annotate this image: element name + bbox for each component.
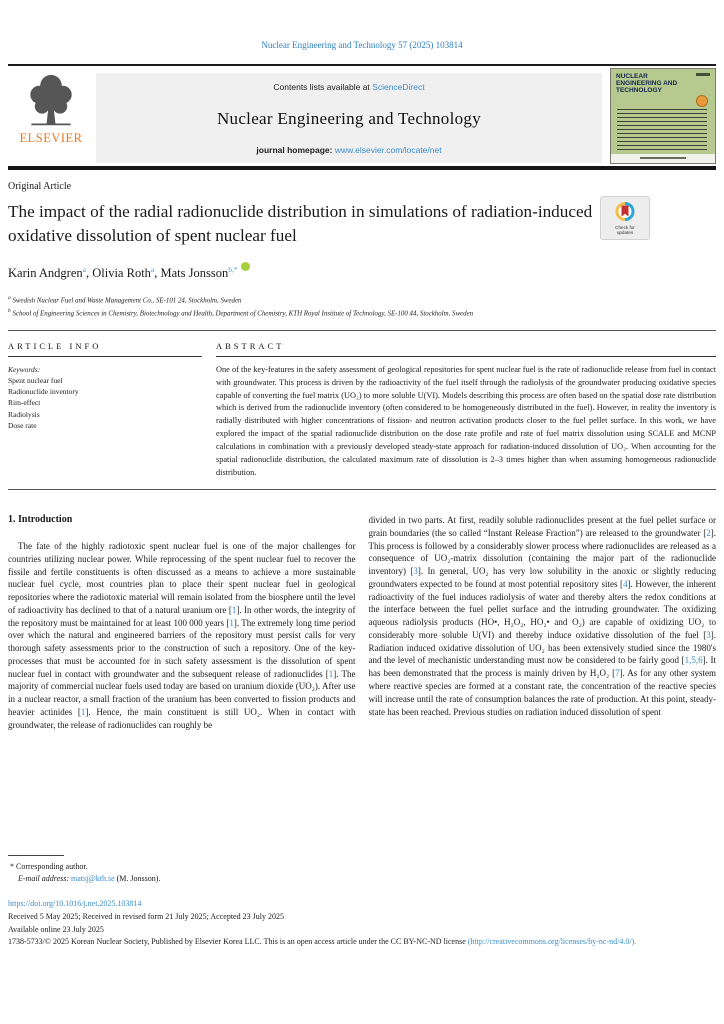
abstract-heading: ABSTRACT [216,340,285,351]
journal-header-banner [8,64,716,166]
header-divider [8,166,716,170]
journal-citation: Nuclear Engineering and Technology 57 (2025) 103814 [261,40,463,50]
keyword: Radionuclide inventory [8,387,79,397]
available-online: Available online 23 July 2025 [8,924,104,934]
keyword: Spent nuclear fuel [8,375,63,385]
affiliation: $^b$ School of Engineering Sciences in Chemistry, Biotechnology and Health, Department of Chemistry, KTH Royal Institute of Technology, SE-100 44, Stockholm, Sweden [8,307,474,317]
author-name: Karin Andgren [8,265,83,280]
abstract-text: One of the key-features in the safety assessment of geological repositories for spent nuclear fuel is the rate of radionuclide release from fuel in contact with groundwater. This process is driven by the radioactivity of the fuel itself through the radiolysis of the groundwater producing oxidative species capable of converting the fuel matrix (UO₂) to more soluble U(VI). Models describing this process are often based on the spatial dose rate distribution which is derived from the radionuclide inventory (often considered to be homogeneously distributed in the fuel). However, in reality the inventory is radially distributed with higher concentrations of fission- and neutron activation products closer to the fuel pellet surface. In this work, we have explored the impact of the spatial radionuclide distribution on the dose rate profile and rate of fuel matrix dissolution using SCALE and MCNP calculations in combination with a previously developed steady-state approach for radiation-induced dissolution of UO₂. When accounting for the spatial radionuclide distribution, the calculated maximum rate of dissolution is 2–3 times higher than when assuming homogeneous radionuclide distribution. [216,364,716,478]
page-footer [8,855,716,949]
check-for-updates-icon [612,201,638,225]
check-for-updates-label: Check for updates [615,224,635,235]
elsevier-tree-icon [24,72,78,130]
abstract-rule [216,356,716,357]
abstract-column [216,331,716,480]
author: Olivia Roth$^a$, [92,264,161,280]
sciencedirect-link[interactable]: ScienceDirect [372,82,425,92]
article-type-label: Original Article [8,181,72,192]
article-info-column [8,331,202,480]
body-paragraph: The fate of the highly radiotoxic spent nuclear fuel is one of the major challenges for countries utilizing nuclear power. While reprocessing of the spent nuclear fuel to recover the fissile and fertile constituents is often discussed as a means to achieve a more sustainable nuclear fuel cycle, most countries plan to place their spent nuclear fuel in geological repositories where the radiotoxic material will remain isolated from the biosphere until the level of radioactivity has declined to that of a natural uranium ore [1]. In other words, the integrity of the repository must be maintained for at least 100 000 years [1]. The extremely long time period over which the natural and engineered barriers of the repository must persist calls for very thorough safety assessments prior to the construction of such a repository. One of the key-processes that must be accounted for in such safety assessment is the dissolution of spent nuclear fuel in contact with groundwater and the subsequent release of radionuclides [1]. The majority of commercial nuclear fuels used today are based on uranium dioxide (UO₂). After use in a nuclear reactor, a small fraction of the uranium has been converted to fission products and heavier actinides [1]. Hence, the main constituent is still UO₂. When in contact with groundwater, the release of radionuclides can roughly be [8,541,356,730]
corresponding-author-note: * Corresponding author. [10,862,88,871]
section-heading: 1. Introduction [8,514,73,526]
copyright-line: 1738-5733/© 2025 Korean Nuclear Society, Published by Elsevier Korea LLC. This is an open access article under the CC BY-NC-ND license (http://creativecommons.org/licenses/by-nc-nd/4.0/). [8,937,637,947]
journal-banner-center [96,73,602,163]
cover-toc-lines [617,109,707,151]
author-name: Olivia Roth [92,265,151,280]
cover-title: NUCLEAR ENGINEERING AND TECHNOLOGY [616,73,678,95]
author-affiliation-sup: a [150,264,155,274]
author: Karin Andgren$^a$, [8,264,93,280]
contents-line: Contents lists available at ScienceDirect [273,82,425,92]
info-abstract-section [8,331,716,480]
article-title: The impact of the radial radionuclide distribution in simulations of radiation-induced oxidative dissolution of spent nuclear fuel [8,202,593,245]
keyword: Dose rate [8,420,37,430]
body-column-right [369,514,717,731]
cover-volume-mark [696,73,710,76]
article-info-rule [8,356,202,357]
journal-title: Nuclear Engineering and Technology [216,108,482,128]
body-column-left [8,514,356,731]
article-body [8,514,716,731]
info-abstract-bottom-rule [8,489,716,490]
elsevier-wordmark: ELSEVIER [19,131,83,145]
email-link[interactable]: matsj@kth.se [71,874,115,883]
body-paragraph: divided in two parts. At first, readily soluble radionuclides present at the fuel pellet surface or grain boundaries (the so called “Instant Release Fraction”) are released to the groundwater [2]. This process is followed by a considerably slower process where radionuclides are released as a consequence of UO₂-matrix dissolution (containing the major part of the radionuclide inventory) [3]. In general, UO₂ has very low solubility in the anoxic or slightly reducing groundwaters expected to be found at most potential repository sites [4]. However, the inherent radioactivity of the fuel induces radiolysis of water and thereby alters the redox conditions at the interface between the fuel pellet surface and the intruding groundwater. The oxidizing aqueous radiolysis products (HO•, H₂O₂, HO₂• and O₂) are capable of oxidizing UO₂ to considerably more soluble U(VI) and thereby induce oxidative dissolution of the fuel [3]. Radiation induced oxidative dissolution of UO₂ has been extensively studied since the 1980's and the level of mechanistic understanding must now be considered to be fairly good [1,5,6]. It has been demonstrated that the process is mainly driven by H₂O₂ [7]. As for any other system where reactive species are formed at a constant rate, the concentration of the reactive species will increase until the rate of consumption balances the rate of production. At this point, steady-state has been reached. Previous studies on radiation induced dissolution of spent [368,515,717,717]
article-info-heading: ARTICLE INFO [8,340,102,351]
author-affiliation-sup: a [82,264,86,274]
elsevier-logo [8,70,94,164]
author [161,266,238,280]
author-affiliation-sup: b,* [228,264,238,274]
received-dates: Received 5 May 2025; Received in revised form 21 July 2025; Accepted 23 July 2025 [8,911,284,921]
article-head [8,181,716,320]
journal-cover-thumbnail[interactable] [610,68,716,164]
orcid-icon[interactable] [241,262,250,271]
keywords-label: Keywords: [8,364,41,374]
publication-info [8,898,716,949]
cover-footer [611,154,715,163]
affiliation: $^a$ Swedish Nuclear Fuel and Waste Management Co., SE-101 24, Stockholm, Sweden [8,294,242,304]
author-name: Mats Jonsson [160,265,229,280]
footnote-rule [8,855,64,856]
author-list [8,262,716,280]
homepage-line: journal homepage: www.elsevier.com/locate/net [256,145,442,155]
license-link[interactable]: (http://creativecommons.org/licenses/by-nc-nd/4.0/). [467,937,637,947]
check-for-updates-badge[interactable] [600,196,650,240]
doi-link[interactable]: https://doi.org/10.1016/j.net.2025.103814 [8,899,142,908]
keyword: Radiolysis [8,409,40,419]
cover-badge-icon [696,95,708,107]
keyword: Rim-effect [8,398,41,408]
email-note: E-mail address: matsj@kth.se (M. Jonsson). [18,874,161,883]
affiliation-list [8,294,716,320]
journal-homepage-link[interactable]: www.elsevier.com/locate/net [334,145,442,155]
